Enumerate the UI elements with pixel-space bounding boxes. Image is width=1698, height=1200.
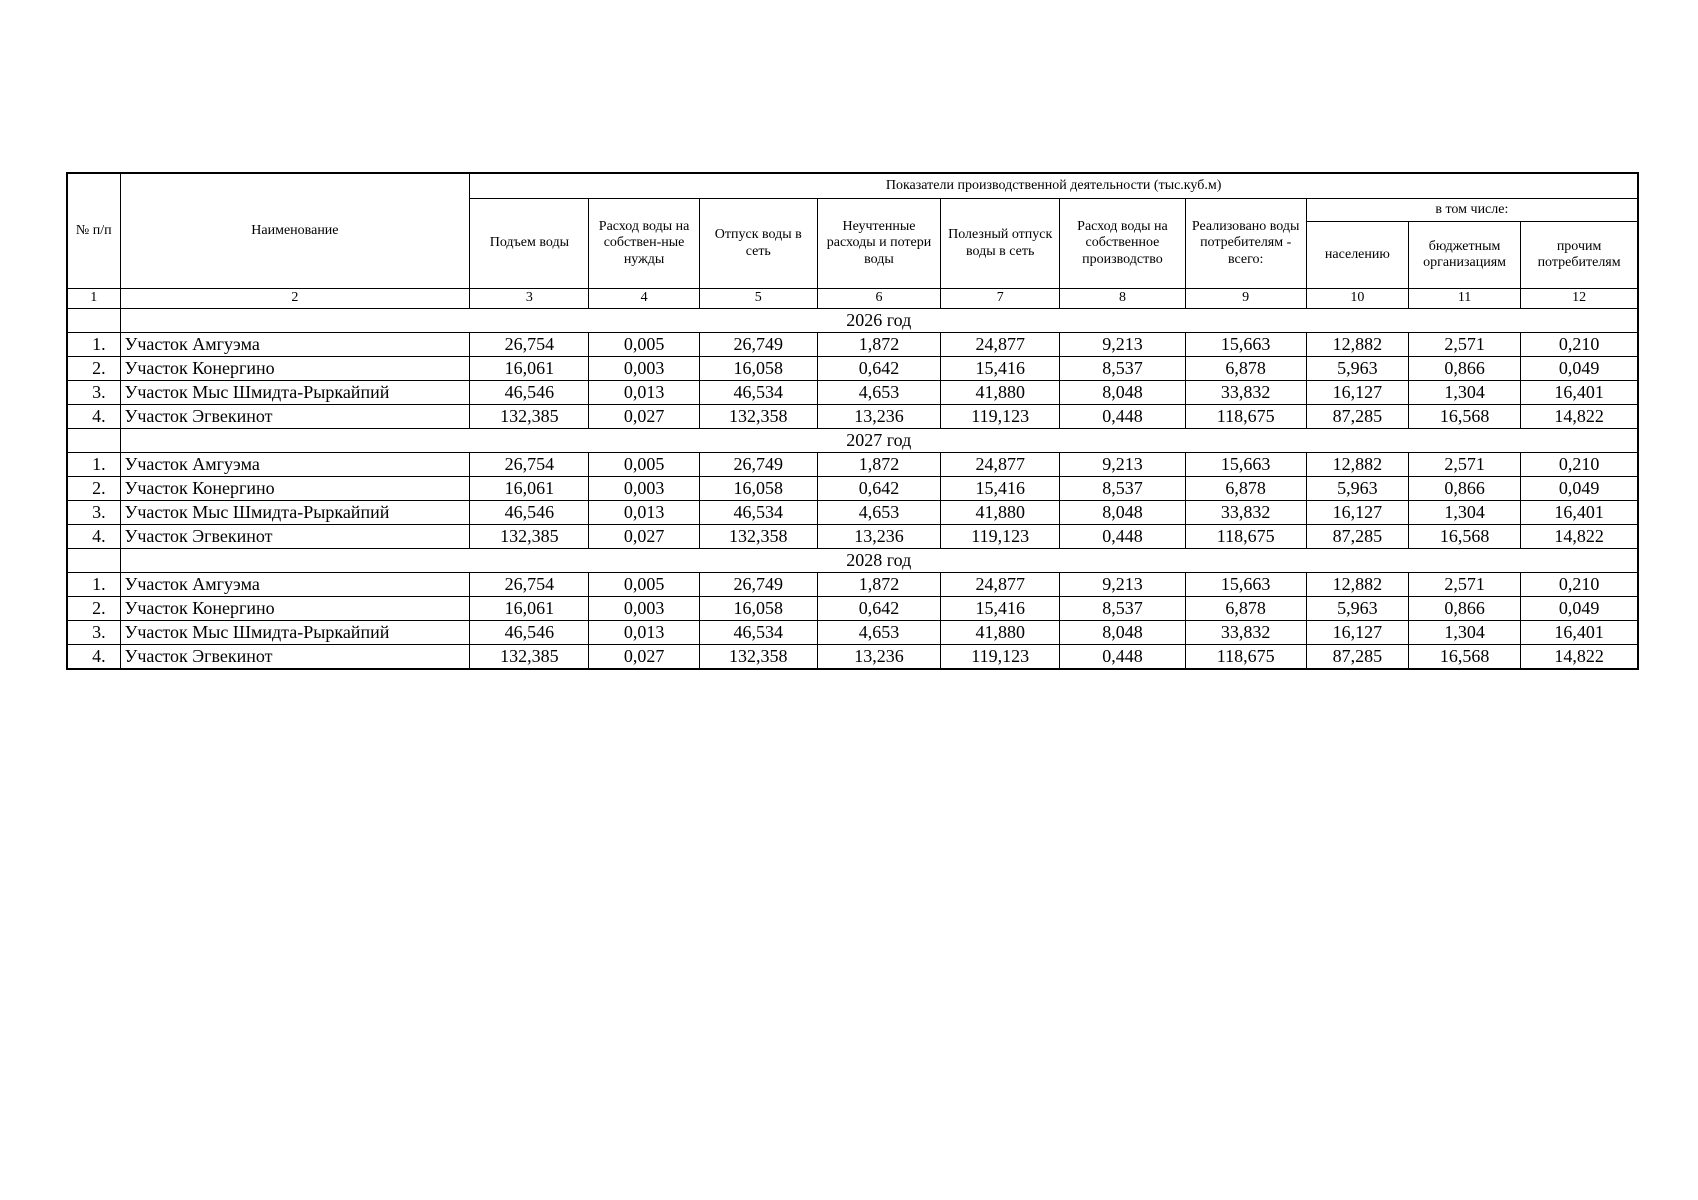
value-cell-col-8: 8,537 — [1060, 597, 1185, 621]
header-col-9: Реализовано воды потребителям - всего: — [1185, 199, 1306, 289]
year-section-row — [67, 549, 1638, 573]
value-cell-col-6: 1,872 — [817, 573, 940, 597]
header-in-that-number: в том числе: — [1306, 199, 1638, 222]
value-cell-col-4: 0,013 — [589, 381, 699, 405]
value-cell-col-12: 14,822 — [1521, 645, 1638, 670]
value-cell-col-10: 87,285 — [1306, 405, 1408, 429]
table-row — [67, 381, 1638, 405]
value-cell-col-11: 1,304 — [1408, 501, 1520, 525]
value-cell-col-4: 0,027 — [589, 405, 699, 429]
value-cell-col-4: 0,013 — [589, 621, 699, 645]
value-cell-col-12: 0,049 — [1521, 597, 1638, 621]
value-cell-col-12: 16,401 — [1521, 501, 1638, 525]
value-cell-col-5: 132,358 — [699, 645, 817, 670]
site-name: Участок Конергино — [120, 477, 470, 501]
value-cell-col-9: 15,663 — [1185, 333, 1306, 357]
site-name: Участок Мыс Шмидта-Рыркайпий — [120, 381, 470, 405]
row-number: 1. — [67, 453, 120, 477]
year-section-row — [67, 309, 1638, 333]
value-cell-col-10: 87,285 — [1306, 525, 1408, 549]
value-cell-col-9: 6,878 — [1185, 477, 1306, 501]
value-cell-col-4: 0,003 — [589, 477, 699, 501]
value-cell-col-5: 26,749 — [699, 453, 817, 477]
column-number: 10 — [1306, 289, 1408, 309]
header-col-no: № п/п — [67, 173, 120, 289]
header-col-12: прочим потребителям — [1521, 222, 1638, 289]
value-cell-col-9: 15,663 — [1185, 573, 1306, 597]
year-label: 2027 год — [120, 429, 1638, 453]
row-number: 4. — [67, 525, 120, 549]
value-cell-col-11: 1,304 — [1408, 381, 1520, 405]
site-name: Участок Конергино — [120, 357, 470, 381]
table-row — [67, 453, 1638, 477]
value-cell-col-12: 14,822 — [1521, 525, 1638, 549]
value-cell-col-12: 0,049 — [1521, 477, 1638, 501]
value-cell-col-12: 0,210 — [1521, 453, 1638, 477]
value-cell-col-11: 16,568 — [1408, 525, 1520, 549]
column-number: 7 — [941, 289, 1060, 309]
value-cell-col-10: 16,127 — [1306, 501, 1408, 525]
value-cell-col-3: 46,546 — [470, 381, 589, 405]
value-cell-col-5: 46,534 — [699, 621, 817, 645]
value-cell-col-5: 26,749 — [699, 333, 817, 357]
value-cell-col-11: 0,866 — [1408, 597, 1520, 621]
year-label: 2028 год — [120, 549, 1638, 573]
site-name: Участок Эгвекинот — [120, 645, 470, 670]
value-cell-col-9: 15,663 — [1185, 453, 1306, 477]
value-cell-col-8: 8,537 — [1060, 477, 1185, 501]
value-cell-col-5: 46,534 — [699, 501, 817, 525]
value-cell-col-9: 118,675 — [1185, 645, 1306, 670]
value-cell-col-11: 2,571 — [1408, 333, 1520, 357]
value-cell-col-5: 16,058 — [699, 597, 817, 621]
value-cell-col-12: 0,210 — [1521, 333, 1638, 357]
value-cell-col-6: 4,653 — [817, 621, 940, 645]
site-name: Участок Амгуэма — [120, 453, 470, 477]
value-cell-col-8: 8,048 — [1060, 621, 1185, 645]
value-cell-col-7: 24,877 — [941, 453, 1060, 477]
value-cell-col-6: 0,642 — [817, 477, 940, 501]
value-cell-col-12: 16,401 — [1521, 621, 1638, 645]
value-cell-col-6: 0,642 — [817, 357, 940, 381]
year-row-blank-cell — [67, 549, 120, 573]
row-number: 3. — [67, 501, 120, 525]
value-cell-col-6: 13,236 — [817, 405, 940, 429]
row-number: 4. — [67, 405, 120, 429]
column-number: 5 — [699, 289, 817, 309]
value-cell-col-10: 5,963 — [1306, 597, 1408, 621]
value-cell-col-10: 12,882 — [1306, 573, 1408, 597]
row-number: 4. — [67, 645, 120, 670]
table-row — [67, 357, 1638, 381]
value-cell-col-11: 16,568 — [1408, 645, 1520, 670]
value-cell-col-8: 8,537 — [1060, 357, 1185, 381]
value-cell-col-6: 13,236 — [817, 645, 940, 670]
column-number: 11 — [1408, 289, 1520, 309]
table-row — [67, 573, 1638, 597]
value-cell-col-5: 26,749 — [699, 573, 817, 597]
value-cell-col-7: 119,123 — [941, 405, 1060, 429]
column-number: 4 — [589, 289, 699, 309]
row-number: 3. — [67, 381, 120, 405]
value-cell-col-8: 9,213 — [1060, 453, 1185, 477]
value-cell-col-7: 41,880 — [941, 501, 1060, 525]
value-cell-col-5: 132,358 — [699, 525, 817, 549]
value-cell-col-7: 119,123 — [941, 525, 1060, 549]
header-col-3: Подъем воды — [470, 199, 589, 289]
year-label: 2026 год — [120, 309, 1638, 333]
site-name: Участок Эгвекинот — [120, 405, 470, 429]
column-number: 6 — [817, 289, 940, 309]
column-number: 1 — [67, 289, 120, 309]
site-name: Участок Конергино — [120, 597, 470, 621]
value-cell-col-6: 4,653 — [817, 381, 940, 405]
row-number: 2. — [67, 597, 120, 621]
table-row — [67, 405, 1638, 429]
value-cell-col-7: 41,880 — [941, 381, 1060, 405]
column-numbers-row — [67, 289, 1638, 309]
header-col-6: Неучтенные расходы и потери воды — [817, 199, 940, 289]
table-row — [67, 477, 1638, 501]
value-cell-col-5: 16,058 — [699, 357, 817, 381]
table-row — [67, 333, 1638, 357]
value-cell-col-11: 2,571 — [1408, 453, 1520, 477]
value-cell-col-8: 9,213 — [1060, 573, 1185, 597]
value-cell-col-8: 0,448 — [1060, 405, 1185, 429]
value-cell-col-7: 15,416 — [941, 477, 1060, 501]
value-cell-col-4: 0,005 — [589, 333, 699, 357]
value-cell-col-9: 118,675 — [1185, 525, 1306, 549]
value-cell-col-5: 46,534 — [699, 381, 817, 405]
value-cell-col-3: 26,754 — [470, 573, 589, 597]
value-cell-col-7: 24,877 — [941, 333, 1060, 357]
table-row — [67, 525, 1638, 549]
value-cell-col-3: 16,061 — [470, 597, 589, 621]
value-cell-col-3: 16,061 — [470, 477, 589, 501]
value-cell-col-10: 5,963 — [1306, 477, 1408, 501]
table-row — [67, 501, 1638, 525]
value-cell-col-6: 1,872 — [817, 453, 940, 477]
header-col-4: Расход воды на собствен-ные нужды — [589, 199, 699, 289]
value-cell-col-10: 16,127 — [1306, 381, 1408, 405]
header-col-name: Наименование — [120, 173, 470, 289]
value-cell-col-12: 14,822 — [1521, 405, 1638, 429]
value-cell-col-3: 132,385 — [470, 645, 589, 670]
column-number: 9 — [1185, 289, 1306, 309]
header-col-11: бюджетным организациям — [1408, 222, 1520, 289]
row-number: 1. — [67, 333, 120, 357]
value-cell-col-3: 46,546 — [470, 621, 589, 645]
value-cell-col-6: 1,872 — [817, 333, 940, 357]
value-cell-col-11: 16,568 — [1408, 405, 1520, 429]
value-cell-col-4: 0,005 — [589, 573, 699, 597]
value-cell-col-7: 15,416 — [941, 357, 1060, 381]
site-name: Участок Амгуэма — [120, 573, 470, 597]
value-cell-col-8: 0,448 — [1060, 645, 1185, 670]
column-number: 12 — [1521, 289, 1638, 309]
value-cell-col-7: 119,123 — [941, 645, 1060, 670]
value-cell-col-9: 33,832 — [1185, 381, 1306, 405]
value-cell-col-9: 6,878 — [1185, 357, 1306, 381]
value-cell-col-12: 0,210 — [1521, 573, 1638, 597]
year-row-blank-cell — [67, 309, 120, 333]
column-number: 8 — [1060, 289, 1185, 309]
value-cell-col-10: 12,882 — [1306, 333, 1408, 357]
column-number: 3 — [470, 289, 589, 309]
value-cell-col-9: 6,878 — [1185, 597, 1306, 621]
value-cell-col-6: 13,236 — [817, 525, 940, 549]
header-col-7: Полезный отпуск воды в сеть — [941, 199, 1060, 289]
value-cell-col-12: 0,049 — [1521, 357, 1638, 381]
value-cell-col-4: 0,003 — [589, 597, 699, 621]
column-number: 2 — [120, 289, 470, 309]
value-cell-col-11: 2,571 — [1408, 573, 1520, 597]
value-cell-col-7: 15,416 — [941, 597, 1060, 621]
year-row-blank-cell — [67, 429, 120, 453]
value-cell-col-4: 0,013 — [589, 501, 699, 525]
value-cell-col-5: 132,358 — [699, 405, 817, 429]
value-cell-col-8: 8,048 — [1060, 501, 1185, 525]
value-cell-col-6: 0,642 — [817, 597, 940, 621]
value-cell-col-10: 5,963 — [1306, 357, 1408, 381]
header-col-8: Расход воды на собственное производство — [1060, 199, 1185, 289]
value-cell-col-8: 0,448 — [1060, 525, 1185, 549]
value-cell-col-4: 0,027 — [589, 525, 699, 549]
value-cell-col-4: 0,003 — [589, 357, 699, 381]
header-group-title: Показатели производственной деятельности (тыс.куб.м) — [470, 173, 1638, 199]
table-row — [67, 645, 1638, 670]
value-cell-col-10: 12,882 — [1306, 453, 1408, 477]
value-cell-col-7: 24,877 — [941, 573, 1060, 597]
value-cell-col-3: 26,754 — [470, 333, 589, 357]
value-cell-col-9: 33,832 — [1185, 621, 1306, 645]
value-cell-col-3: 26,754 — [470, 453, 589, 477]
value-cell-col-8: 8,048 — [1060, 381, 1185, 405]
value-cell-col-3: 46,546 — [470, 501, 589, 525]
value-cell-col-11: 1,304 — [1408, 621, 1520, 645]
table-row — [67, 597, 1638, 621]
site-name: Участок Эгвекинот — [120, 525, 470, 549]
value-cell-col-11: 0,866 — [1408, 357, 1520, 381]
row-number: 3. — [67, 621, 120, 645]
value-cell-col-11: 0,866 — [1408, 477, 1520, 501]
site-name: Участок Амгуэма — [120, 333, 470, 357]
table-row — [67, 621, 1638, 645]
site-name: Участок Мыс Шмидта-Рыркайпий — [120, 501, 470, 525]
header-row-main — [67, 173, 1638, 199]
year-section-row — [67, 429, 1638, 453]
water-indicators-table — [66, 172, 1639, 670]
row-number: 1. — [67, 573, 120, 597]
value-cell-col-3: 16,061 — [470, 357, 589, 381]
row-number: 2. — [67, 477, 120, 501]
value-cell-col-4: 0,027 — [589, 645, 699, 670]
value-cell-col-9: 118,675 — [1185, 405, 1306, 429]
header-col-5: Отпуск воды в сеть — [699, 199, 817, 289]
value-cell-col-8: 9,213 — [1060, 333, 1185, 357]
value-cell-col-12: 16,401 — [1521, 381, 1638, 405]
row-number: 2. — [67, 357, 120, 381]
value-cell-col-5: 16,058 — [699, 477, 817, 501]
header-col-10: населению — [1306, 222, 1408, 289]
site-name: Участок Мыс Шмидта-Рыркайпий — [120, 621, 470, 645]
value-cell-col-10: 87,285 — [1306, 645, 1408, 670]
value-cell-col-3: 132,385 — [470, 525, 589, 549]
value-cell-col-6: 4,653 — [817, 501, 940, 525]
value-cell-col-4: 0,005 — [589, 453, 699, 477]
value-cell-col-3: 132,385 — [470, 405, 589, 429]
value-cell-col-10: 16,127 — [1306, 621, 1408, 645]
value-cell-col-7: 41,880 — [941, 621, 1060, 645]
value-cell-col-9: 33,832 — [1185, 501, 1306, 525]
